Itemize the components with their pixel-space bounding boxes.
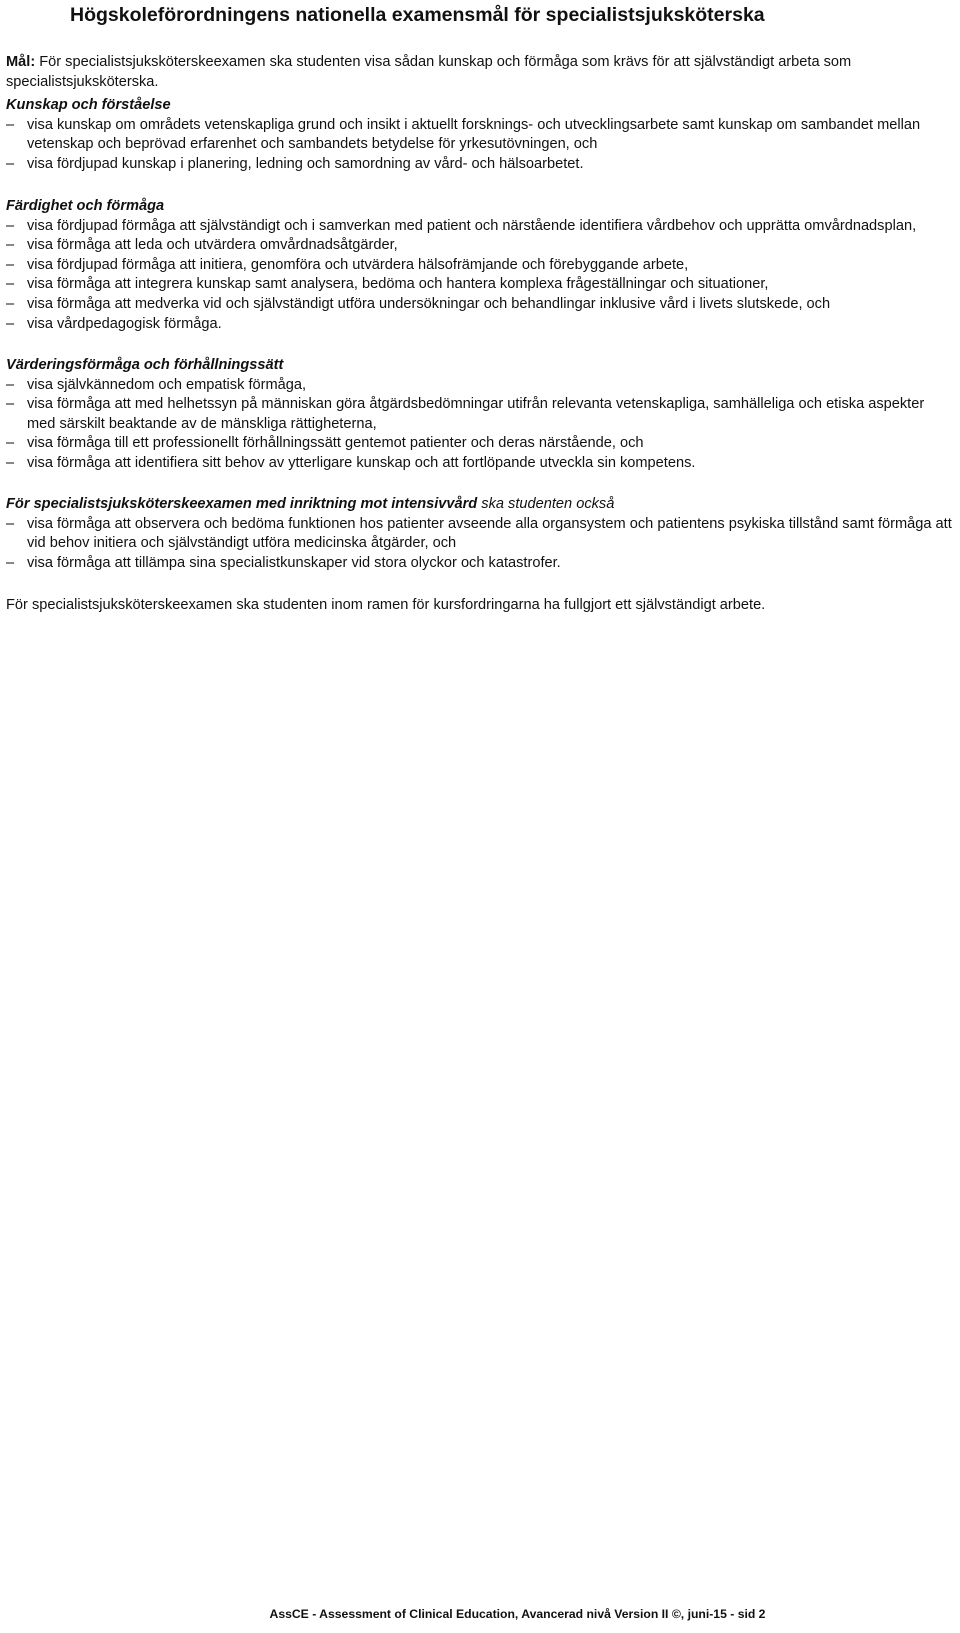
- list-item: [6, 376, 956, 396]
- section-kunskap: [6, 96, 956, 174]
- list-item: [6, 515, 956, 554]
- dash-bullet: –: [6, 435, 15, 452]
- goal-label: Mål:: [6, 54, 36, 70]
- list-item-text: visa förmåga till ett professionellt förhållningssätt gentemot patienter och deras närstående, och: [27, 435, 644, 452]
- dash-bullet: –: [6, 295, 15, 312]
- list-item: [6, 275, 956, 295]
- list-intensivvard: [6, 515, 956, 574]
- list-item-text: visa förmåga att leda och utvärdera omvårdnadsåtgärder,: [27, 237, 398, 254]
- list-item: [6, 315, 956, 335]
- list-item: [6, 295, 956, 315]
- dash-bullet: –: [6, 155, 15, 172]
- dash-bullet: –: [6, 315, 15, 332]
- list-item: [6, 217, 956, 237]
- page-title: Högskoleförordningens nationella examensmål för specialistsjuksköterska: [70, 4, 765, 26]
- list-item-text: visa fördjupad förmåga att initiera, genomföra och utvärdera hälsofrämjande och förebyggande arbete,: [27, 256, 689, 273]
- list-item-text: visa fördjupad förmåga att självständigt och i samverkan med patient och närstående identifiera vårdbehov och upprätta omvårdnadsplan,: [27, 217, 917, 234]
- section-heading-intensivvard-bold: För specialistsjuksköterskeexamen med inriktning mot intensivvård: [6, 496, 478, 512]
- list-item: [6, 116, 956, 155]
- section-heading-fardighet: Färdighet och förmåga: [6, 198, 165, 214]
- dash-bullet: –: [6, 454, 15, 471]
- section-heading-kunskap: Kunskap och förståelse: [6, 97, 171, 113]
- list-item-text: visa förmåga att tillämpa sina specialistkunskaper vid stora olyckor och katastrofer.: [27, 554, 561, 571]
- list-item-text: visa fördjupad kunskap i planering, ledning och samordning av vård- och hälsoarbetet.: [27, 155, 584, 172]
- list-item-text: visa vårdpedagogisk förmåga.: [27, 315, 222, 332]
- dash-bullet: –: [6, 276, 15, 293]
- list-item: [6, 236, 956, 256]
- list-item-text: visa självkännedom och empatisk förmåga,: [27, 376, 307, 393]
- list-item: [6, 256, 956, 276]
- goal-text: För specialistsjuksköterskeexamen ska studenten visa sådan kunskap och förmåga som krävs för att självständigt arbeta som specialistsjuksköterska.: [6, 54, 852, 90]
- list-vardering: [6, 376, 956, 474]
- page-footer: AssCE - Assessment of Clinical Education, Avancerad nivå Version II ©, juni-15 - sid 2: [269, 1607, 766, 1621]
- dash-bullet: –: [6, 515, 15, 532]
- dash-bullet: –: [6, 554, 15, 571]
- goal-paragraph: [6, 53, 956, 92]
- dash-bullet: –: [6, 217, 15, 234]
- section-intensivvard: [6, 495, 956, 573]
- list-item: [6, 434, 956, 454]
- section-heading-intensivvard-italic: ska studenten också: [477, 496, 615, 512]
- section-fardighet: [6, 197, 956, 334]
- closing-paragraph: För specialistsjuksköterskeexamen ska studenten inom ramen för kursfordringarna ha fullgjort ett självständigt arbete.: [6, 597, 766, 613]
- section-heading-vardering: Värderingsförmåga och förhållningssätt: [6, 357, 284, 373]
- section-vardering: [6, 356, 956, 474]
- dash-bullet: –: [6, 237, 15, 254]
- list-item-text: visa förmåga att integrera kunskap samt analysera, bedöma och hantera komplexa frågeställningar och situationer,: [27, 276, 769, 293]
- list-fardighet: [6, 217, 956, 335]
- list-item-text: visa förmåga att medverka vid och självständigt utföra undersökningar och behandlingar inklusive vård i livets slutskede, och: [27, 295, 831, 312]
- list-item-text: visa förmåga att observera och bedöma funktionen hos patienter avseende alla organsystem och patientens psykiska tillstånd samt förmåga att vid behov initiera och självständigt utföra medicinska åtgärder, och: [27, 515, 952, 552]
- list-item-text: visa kunskap om områdets vetenskapliga grund och insikt i aktuellt forsknings- och utvecklingsarbete samt kunskap om sambandet mellan vetenskap och beprövad erfarenhet och sambandets betydelse för yrkesutövningen, och: [27, 116, 921, 153]
- dash-bullet: –: [6, 376, 15, 393]
- section-heading-intensivvard: [6, 495, 956, 515]
- list-item: [6, 395, 956, 434]
- dash-bullet: –: [6, 116, 15, 133]
- list-item-text: visa förmåga att med helhetssyn på människan göra åtgärdsbedömningar utifrån relevanta vetenskapliga, samhälleliga och etiska aspekter med särskilt beaktande av de mänskliga rättigheterna,: [27, 396, 925, 432]
- list-item-text: visa förmåga att identifiera sitt behov av ytterligare kunskap och att fortlöpande utveckla sin kompetens.: [27, 454, 696, 471]
- list-item: [6, 454, 956, 474]
- list-item: [6, 554, 956, 574]
- dash-bullet: –: [6, 256, 15, 273]
- dash-bullet: –: [6, 396, 15, 413]
- list-item: [6, 155, 956, 175]
- list-kunskap: [6, 116, 956, 175]
